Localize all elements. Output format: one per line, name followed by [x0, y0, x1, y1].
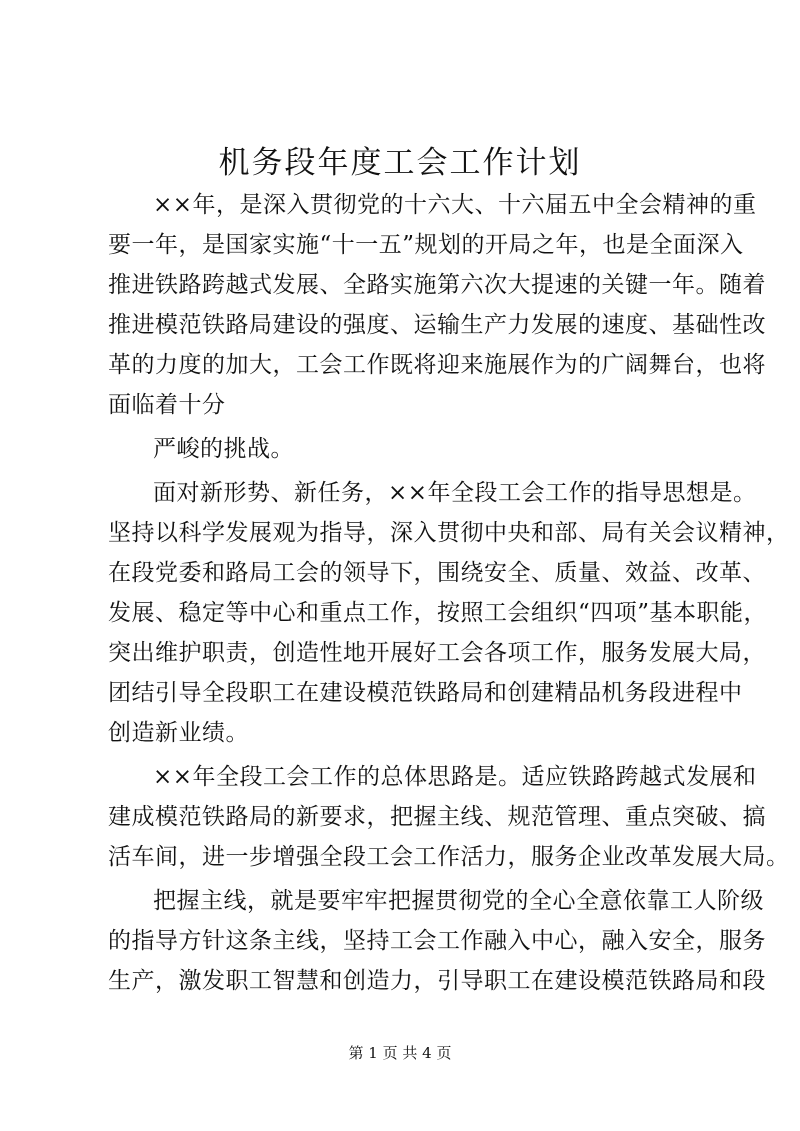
body-line: 严峻的挑战。: [153, 436, 294, 462]
body-line: 生产，激发职工智慧和创造力，引导职工在建设模范铁路局和段: [108, 968, 766, 994]
body-line: 面对新形势、新任务，××年全段工会工作的指导思想是。: [153, 480, 757, 506]
page-footer: 第 1 页 共 4 页: [348, 1044, 452, 1062]
body-line: 坚持以科学发展观为指导，深入贯彻中央和部、局有关会议精神，: [108, 520, 790, 546]
body-line: 把握主线，就是要牢牢把握贯彻党的全心全意依靠工人阶级: [153, 888, 764, 914]
body-line: ××年全段工会工作的总体思路是。适应铁路跨越式发展和: [153, 764, 757, 790]
body-line: 面临着十分: [108, 392, 226, 418]
body-line: 推进铁路跨越式发展、全路实施第六次大提速的关键一年。随着: [108, 272, 766, 298]
body-line: 的指导方针这条主线，坚持工会工作融入中心，融入安全，服务: [108, 928, 766, 954]
body-line: 革的力度的加大，工会工作既将迎来施展作为的广阔舞台，也将: [108, 352, 766, 378]
body-line: 建成模范铁路局的新要求，把握主线、规范管理、重点突破、搞: [108, 804, 766, 830]
document-title: 机务段年度工会工作计划: [218, 145, 582, 181]
body-line: 创造新业绩。: [108, 720, 249, 746]
body-line: 要一年，是国家实施“十一五”规划的开局之年，也是全面深入: [108, 232, 744, 258]
body-line: 推进模范铁路局建设的强度、运输生产力发展的速度、基础性改: [108, 312, 766, 338]
body-line: 团结引导全段职工在建设模范铁路局和创建精品机务段进程中: [108, 680, 743, 706]
body-line: 发展、稳定等中心和重点工作，按照工会组织“四项”基本职能，: [108, 600, 768, 626]
body-line: 在段党委和路局工会的领导下，围绕安全、质量、效益、改革、: [108, 560, 766, 586]
body-line: 突出维护职责，创造性地开展好工会各项工作，服务发展大局，: [108, 640, 766, 666]
body-line: 活车间，进一步增强全段工会工作活力，服务企业改革发展大局。: [108, 844, 790, 870]
body-line: ××年，是深入贯彻党的十六大、十六届五中全会精神的重: [153, 192, 757, 218]
